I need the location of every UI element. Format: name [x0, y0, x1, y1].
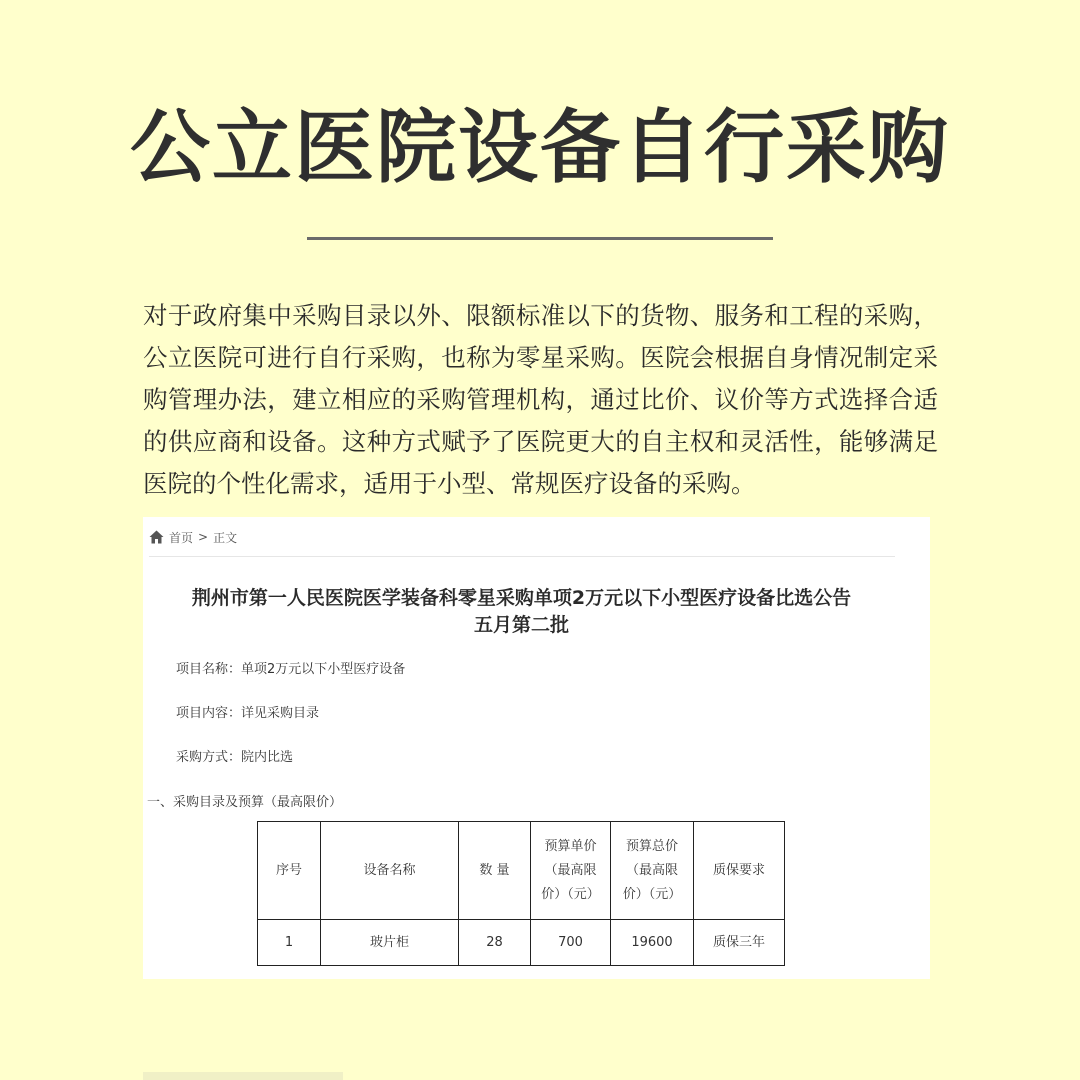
- cell-device-name: 玻片柜: [321, 920, 459, 966]
- intro-paragraph: 对于政府集中采购目录以外、限额标准以下的货物、服务和工程的采购，公立医院可进行自行采购，也称为零星采购。医院会根据自身情况制定采购管理办法，建立相应的采购管理机构，通过比价、议价等方式选择合适的供应商和设备。这种方式赋予了医院更大的自主权和灵活性，能够满足医院的个性化需求，适用于小型、常规医疗设备的采购。: [143, 301, 938, 498]
- cell-unit-budget: 700: [531, 920, 611, 966]
- faded-footer-strip: [143, 1072, 343, 1080]
- announcement-title: [143, 585, 900, 639]
- announcement-title-line2: 五月第二批: [473, 614, 569, 636]
- table-header-row: [258, 822, 785, 920]
- header-total-budget: 预算总价（最高限价）（元）: [611, 822, 694, 920]
- cell-warranty: 质保三年: [694, 920, 785, 966]
- announcement-screenshot: [143, 517, 930, 979]
- purchase-catalog-table: [257, 821, 785, 966]
- header-seq: 序号: [258, 822, 321, 920]
- header-unit-budget: 预算单价（最高限价）（元）: [531, 822, 611, 920]
- breadcrumb-divider: [149, 556, 895, 557]
- page-title: 公立医院设备自行采购: [130, 101, 950, 194]
- header-warranty: 质保要求: [694, 822, 785, 920]
- title-divider: [307, 237, 773, 240]
- table-row: [258, 920, 785, 966]
- home-icon[interactable]: [149, 530, 164, 544]
- header-quantity: 数 量: [459, 822, 531, 920]
- purchase-method-field: 采购方式：院内比选: [176, 750, 294, 765]
- breadcrumb-separator: >: [198, 530, 209, 544]
- breadcrumb: [149, 527, 237, 547]
- cell-quantity: 28: [459, 920, 531, 966]
- header-device-name: 设备名称: [321, 822, 459, 920]
- section-heading: 一、采购目录及预算（最高限价）: [147, 795, 343, 810]
- cell-total-budget: 19600: [611, 920, 694, 966]
- cell-seq: 1: [258, 920, 321, 966]
- announcement-title-line1: 荆州市第一人民医院医学装备科零星采购单项2万元以下小型医疗设备比选公告: [191, 587, 852, 609]
- project-name-field: 项目名称：单项2万元以下小型医疗设备: [176, 662, 406, 677]
- project-content-field: 项目内容：详见采购目录: [176, 706, 320, 721]
- breadcrumb-home-link[interactable]: 首页: [169, 530, 194, 545]
- breadcrumb-current: 正文: [213, 530, 238, 545]
